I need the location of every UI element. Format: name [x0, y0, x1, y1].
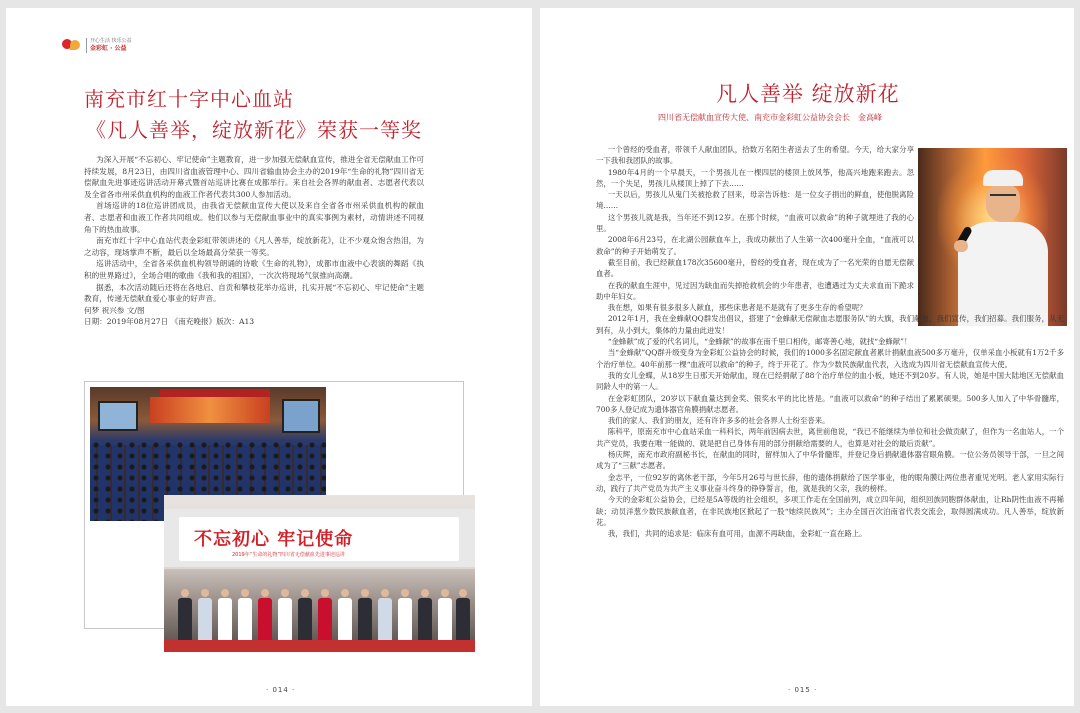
paragraph: 截至目前，我已经献血178次35600毫升，曾经的受血者，现在成为了一名光荣的自愿无偿献血者。 [596, 257, 914, 279]
event-backdrop [164, 509, 475, 567]
paragraph: 据悉，本次活动随后还将在各地启、自贡和攀枝花举办巡讲，扎实开展“不忘初心、牢记使命”主题教育，传递无偿献血爱心事业的好声音。 [84, 282, 424, 304]
title-line-2: 《凡人善举，绽放新花》荣获一等奖 [86, 118, 422, 142]
author-byline: 四川省无偿献血宣传大使、南充市金彩虹公益协会会长 金高峰 [658, 113, 882, 122]
logo-name: 金彩虹 · 公益 [90, 45, 127, 52]
logo-tagline: 开心生活 快乐公益 [90, 38, 132, 44]
photo-collage [84, 381, 489, 653]
logo-text [86, 38, 132, 53]
group-photo [164, 495, 475, 652]
paragraph: 陈科平，原南充市中心血站采血一科科长，两年前因病去世，离世前他说，“我已不能继续为单位和社会做贡献了，但作为一名血站人，一个共产党员，我要在唯一能做的、就是把自己身体有用的部分捐献给需要的人，也算是对社会的最后贡献”。 [596, 427, 1064, 448]
paragraph: 我们的家人、我们的朋友，还有许许多多的社会各界人士纷至沓来。 [607, 416, 830, 426]
right-page [540, 8, 1074, 706]
page-number-right: · 015 · [788, 686, 818, 694]
paragraph: 这个男孩儿就是我，当年还不到12岁。在那个时候，“血液可以救命”的种子就埋进了我的心里。 [596, 212, 914, 234]
heart-logo-icon [62, 39, 82, 53]
paragraph: 一天以后，男孩儿从鬼门关被抢救了回来，母亲告诉他：是一位女子捐出的鲜血，使他脱离险境…… [596, 190, 914, 211]
paragraph: 为深入开展“不忘初心、牢记使命”主题教育，进一步加强无偿献血宣传，推进全省无偿献血工作可持续发展，8月23日，由四川省血液管理中心、四川省输血协会主办的2019年“生命的礼物”四川省无偿献血先进事迹巡讲活动开幕式暨首站巡讲比赛在成都举行。来自社会各界的献血者、志愿者代表以及全省各市州采供血机构的血液工作者代表共300人参加活动。 [84, 155, 424, 199]
paragraph: 金志平，一位92岁的离休老干部，今年5月26号与世长辞，他的遗体捐献给了医学事业，他的眼角膜让两位患者重见光明。老人家用实际行动，践行了共产党员为共产主义事业奋斗终身的铮铮誓言，他，就是我的父亲，我的榜样。 [596, 472, 1064, 493]
paragraph: “金蜂献”成了爱的代名词儿，“金蜂献”的故事在南千里口相传，邮寄善心地，就找“金蜂献”！ [607, 337, 912, 347]
paragraph: 在我的献血生涯中，见过因为缺血而失掉抢救机会的少年患者，也遭遇过为丈夫求血而下跪求助中年妇女。 [596, 280, 914, 301]
paragraph: 杨庆辉，南充市政府副秘书长，在献血的同时，留样加入了中华骨髓库，并登记身后捐献遗体器官眼角膜。一位公务员领导干部，一旦之间成为了“三献”志愿者。 [596, 450, 1064, 471]
paragraph: 我的女儿金蝶，从18岁生日那天开始献血，现在已经捐献了88个治疗单位的血小板，她还不到20岁。有人说，她是中国大陆地区无偿献血同龄人中的第一人。 [596, 370, 1064, 392]
article-title [84, 84, 484, 146]
page-number-left: · 014 · [266, 686, 296, 694]
paragraph: 南充市红十字中心血站代表金彩虹带领讲述的《凡人善举，绽放新花》，让不少观众饱含热泪，为之动容，现场掌声不断，最后以全场最高分荣获一等奖。 [84, 236, 424, 257]
article-body [596, 144, 1064, 539]
source-credit: 日期：2019年08月27日 《南充晚报》版次：A13 [84, 317, 255, 327]
article-title: 凡人善举 绽放新花 [716, 82, 900, 106]
paragraph: 2012年1月，我在金蜂献QQ群发出倡议，搭建了“金蜂献无偿献血志愿服务队”的大旗，我们献血，我们宣传，我们招募。我们服务，从无到有，从小到大，集体的力量由此迸发！ [596, 314, 1064, 335]
publication-logo [62, 38, 132, 53]
paragraph: 在金彩虹团队，20岁以下献血量达到金奖、银奖水平的比比皆是。“血液可以救命”的种子结出了累累硕果。500多人加入了中华骨髓库，700多人登记成为遗体器官角膜捐献志愿者。 [596, 393, 1064, 414]
paragraph: 我在想，如果有很多很多人献血，那些床患者是不是就有了更多生存的希望呢？ [607, 303, 867, 313]
paragraph: 当“金蜂献”QQ群升级变身为金彩虹公益协会的时候，我们的1000多名固定献血者累计捐献血液500多万毫升，仅单采血小板就有1万2千多个治疗单位。40年前那一棵“血液可以救命”的种子，终于开花了。作为少数民族献血代表，入选成为四川省无偿献血宣传大使。 [596, 348, 1064, 369]
left-page [6, 8, 532, 706]
paragraph: 我，我们，共同的追求是：临床有血可用，血源不再缺血，金彩虹一直在路上。 [607, 529, 867, 539]
backdrop-slogan: 不忘初心 牢记使命 [194, 529, 354, 550]
title-line-1: 南充市红十字中心血站 [84, 87, 294, 111]
article-body [84, 154, 424, 328]
paragraph: 1980年4月的一个早晨天，一个男孩儿在一棵四层的楼顶上放风筝，他高兴地跑来跑去。忽然，一个失足，男孩儿从楼顶上掉了下去…… [596, 167, 914, 188]
paragraph: 一个曾经的受血者，带领千人献血团队，拾数万名陌生者送去了生的希望。今天，给大家分享一下我和我团队的故事。 [596, 145, 914, 166]
backdrop-subtitle: 2019年“生命的礼物”四川省无偿献血先进事迹巡讲 [232, 552, 345, 558]
paragraph: 巡讲活动中，全省各采供血机构领导朗诵的诗歌《生命的礼物》，成都市血液中心表演的舞蹈《执积的世界路过》，全场合唱的歌曲《我和我的祖国》，一次次将现场气氛推向高潮。 [84, 259, 424, 280]
author-credit: 何梦 祝兴参 文/图 [84, 305, 145, 315]
paragraph: 2008年6月23号，在北湖公园献血车上，我成功献出了人生第一次400毫升全血，“血液可以救命”的种子开始萌发了。 [596, 235, 914, 256]
paragraph: 今天的金彩虹公益协会，已经是5A等级的社会组织，多项工作走在全国前列，成立四年间，组织回族同胞群体献血，让Rh阴性血液不再稀缺；动员洋葱少数民族献血者，在非民族地区掀起了一股“她续民族风”；主办全国百次泊南省代表交流会，取得圆满成功。凡人善举，绽放新花。 [596, 495, 1064, 527]
paragraph: 首场巡讲的18位巡讲团成员，由我省无偿献血宣传大使以及来自全省各市州采供血机构的献血者、志愿者和血液工作者共同组成。他们以参与无偿献血事业中的真实事例为素材，动情讲述不同视角下的热血故事。 [84, 201, 424, 234]
